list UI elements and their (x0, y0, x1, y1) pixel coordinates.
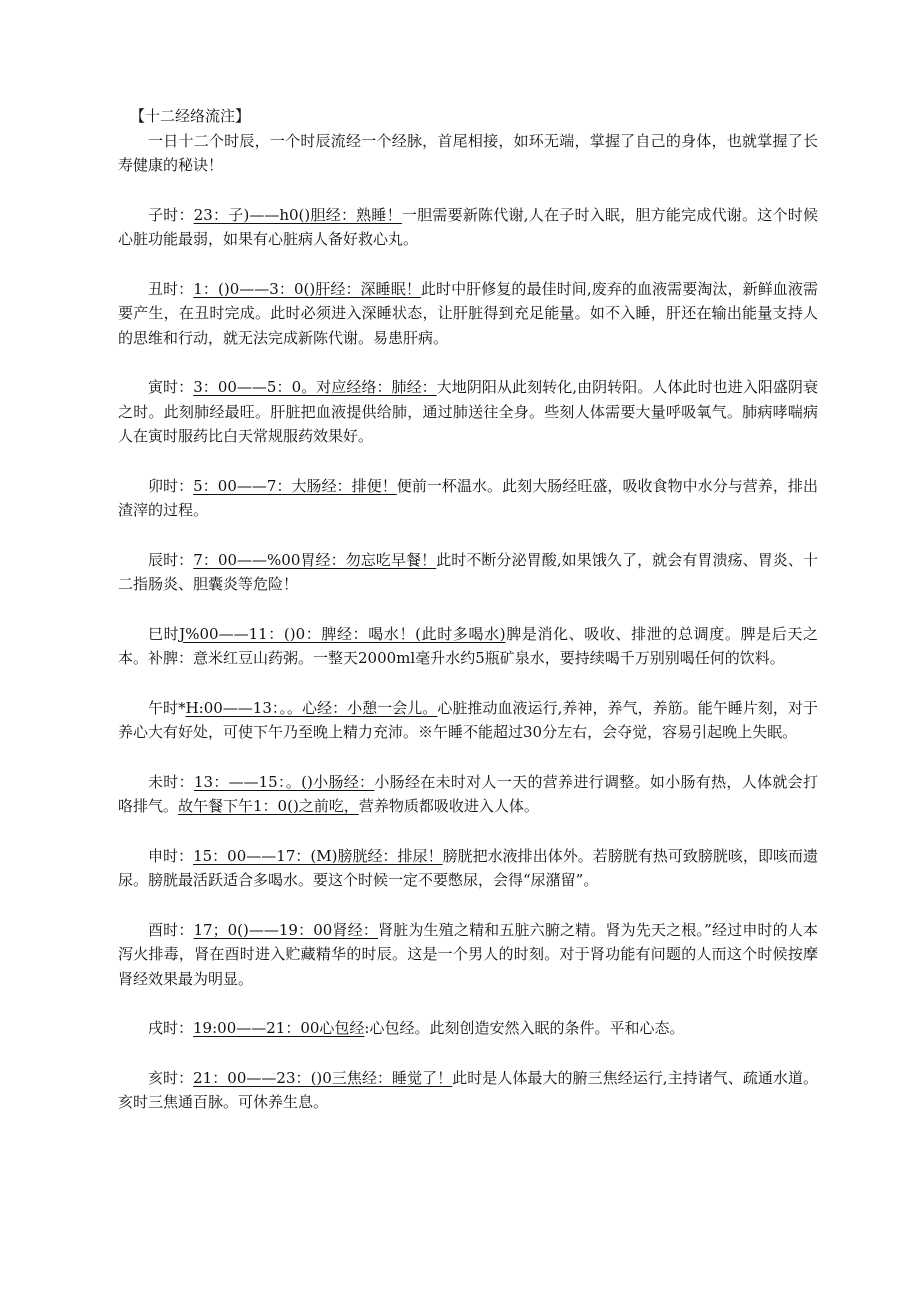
entry-body: 一胆需要新陈代谢,人在子时入眠，胆方能完成代谢。这个时候心脏功能最弱，如果有心脏病人备好救心丸。 (118, 205, 818, 248)
entry-xu-shi (118, 1016, 818, 1041)
spacer (118, 449, 818, 474)
entry-body: 小肠经在未时对人一天的营养进行调整。如小肠有热，人体就会打咯排气。 (118, 772, 818, 815)
spacer (118, 1041, 818, 1066)
entry-body: 此时中肝修复的最佳时间,废弃的血液需要淘汰，新鲜血液需要产生，在丑时完成。此时必须进入深睡状态，让肝脏得到充足能量。如不入睡，肝还在输出能量支持人的思维和行动，就无法完成新陈代谢。易患肝病。 (118, 279, 818, 347)
entry-underlined-heading: 23：子)——h0()胆经：熟睡！ (193, 205, 402, 224)
entry-body: :心包经。此刻创造安然入眠的条件。平和心态。 (364, 1019, 685, 1037)
entry-body-continued: 营养物质都吸收进入人体。 (358, 797, 539, 815)
entry-prefix: 丑时： (148, 279, 194, 298)
spacer (118, 991, 818, 1016)
spacer (118, 523, 818, 548)
entry-body: 此时不断分泌胃酸,如果饿久了，就会有胃溃疡、胃炎、十二指肠炎、胆囊炎等危险！ (118, 550, 818, 593)
entry-si-shi (118, 622, 818, 671)
entry-underlined-note: 故午餐下午1：0()之前吃， (178, 797, 359, 815)
entry-wei-shi (118, 770, 818, 819)
entry-underlined-heading: H:00——13：。。心经：小憩一会儿。 (185, 698, 438, 717)
entry-body: 便前一杯温水。此刻大肠经旺盛，吸收食物中水分与营养，排出渣滓的过程。 (118, 476, 818, 519)
entry-prefix: 午时* (148, 698, 186, 717)
entry-underlined-heading: 1：()0——3：0()肝经：深睡眠！ (193, 279, 421, 298)
entry-prefix: 巳时 (148, 624, 180, 643)
entry-prefix: 亥时： (148, 1068, 194, 1087)
entry-prefix: 未时： (148, 772, 194, 791)
spacer (118, 671, 818, 696)
entry-yin-shi (118, 375, 818, 449)
entry-underlined-heading: 13：——15：。()小肠经： (193, 772, 375, 791)
entry-underlined-heading: 15：00——17：(M)膀胱经：排尿！ (193, 846, 443, 865)
entry-underlined-heading: 19:00——21：00心包经 (193, 1019, 365, 1037)
entry-chou-shi (118, 277, 818, 351)
entry-underlined-heading: 17；0()——19：00肾经： (193, 920, 379, 939)
entry-underlined-heading: J%00——11：()0：脾经：喝水！(此时多喝水) (179, 624, 506, 643)
entry-body: 膀胱把水液排出体外。若膀胱有热可致膀胱咳，即咳而遗尿。膀胱最活跃适合多喝水。要这个时候一定不要憋尿，会得“尿潴留”。 (118, 846, 818, 889)
spacer (118, 893, 818, 918)
entry-zi-shi (118, 203, 818, 252)
spacer (118, 597, 818, 622)
entry-you-shi (118, 918, 818, 992)
entry-body: 心脏推动血液运行,养神，养气，养筋。能午睡片刻，对于养心大有好处，可使下午乃至晚上精力充沛。※午睡不能超过30分左右，会夺觉，容易引起晚上失眠。 (118, 698, 818, 741)
entry-prefix: 戌时： (148, 1019, 194, 1037)
spacer (118, 819, 818, 844)
entry-prefix: 卯时： (148, 476, 194, 495)
entry-body: 脾是消化、吸收、排泄的总调度。脾是后天之本。补脾：意米红豆山药粥。一整天2000ml毫升水约5瓶矿泉水，要持续喝千万别别喝任何的饮料。 (118, 624, 818, 667)
entry-wu-shi (118, 696, 818, 745)
entry-hai-shi (118, 1066, 818, 1115)
entry-prefix: 寅时： (148, 378, 194, 396)
entry-prefix: 子时： (148, 205, 194, 224)
entry-prefix: 辰时： (148, 550, 194, 569)
entry-underlined-heading: 3：00——5：0。对应经络：肺经： (193, 378, 437, 396)
entry-body: 此时是人体最大的腑三焦经运行,主持诸气、疏通水道。亥时三焦通百脉。可休养生息。 (118, 1068, 818, 1111)
entry-shen-shi (118, 844, 818, 893)
intro-paragraph: 一日十二个时辰，一个时辰流经一个经脉，首尾相接，如环无端，掌握了自己的身体，也就掌握了长寿健康的秘诀！ (118, 131, 818, 174)
spacer (118, 252, 818, 277)
entry-chen-shi (118, 548, 818, 597)
entry-body: 大地阴阳从此刻转化,由阴转阳。人体此时也进入阳盛阴衰之时。此刻肺经最旺。肝脏把血液提供给肺，通过肺送往全身。些刻人体需要大量呼吸氧气。肺病哮喘病人在寅时服药比白天常规服药效果好。 (118, 378, 818, 445)
entry-underlined-heading: 21：00——23：()0三焦经：睡觉了！ (193, 1068, 453, 1087)
spacer (118, 745, 818, 770)
spacer (118, 350, 818, 375)
document-page (118, 104, 818, 1115)
entry-underlined-heading: 5：00——7：大肠经：排便！ (193, 476, 397, 495)
entry-mao-shi (118, 474, 818, 523)
entry-underlined-heading: 7：00——%00胃经：勿忘吃早餐！ (193, 550, 437, 569)
spacer (118, 178, 818, 203)
entry-body: 肾脏为生殖之精和五脏六腑之精。肾为先天之根。”经过申时的人本泻火排毒，肾在酉时进入贮藏精华的时辰。这是一个男人的时刻。对于肾功能有问题的人而这个时候按摩肾经效果最为明显。 (118, 920, 818, 988)
document-title: 【十二经络流注】 (130, 107, 251, 125)
entry-prefix: 酉时： (148, 920, 194, 939)
entry-prefix: 申时： (148, 846, 194, 865)
